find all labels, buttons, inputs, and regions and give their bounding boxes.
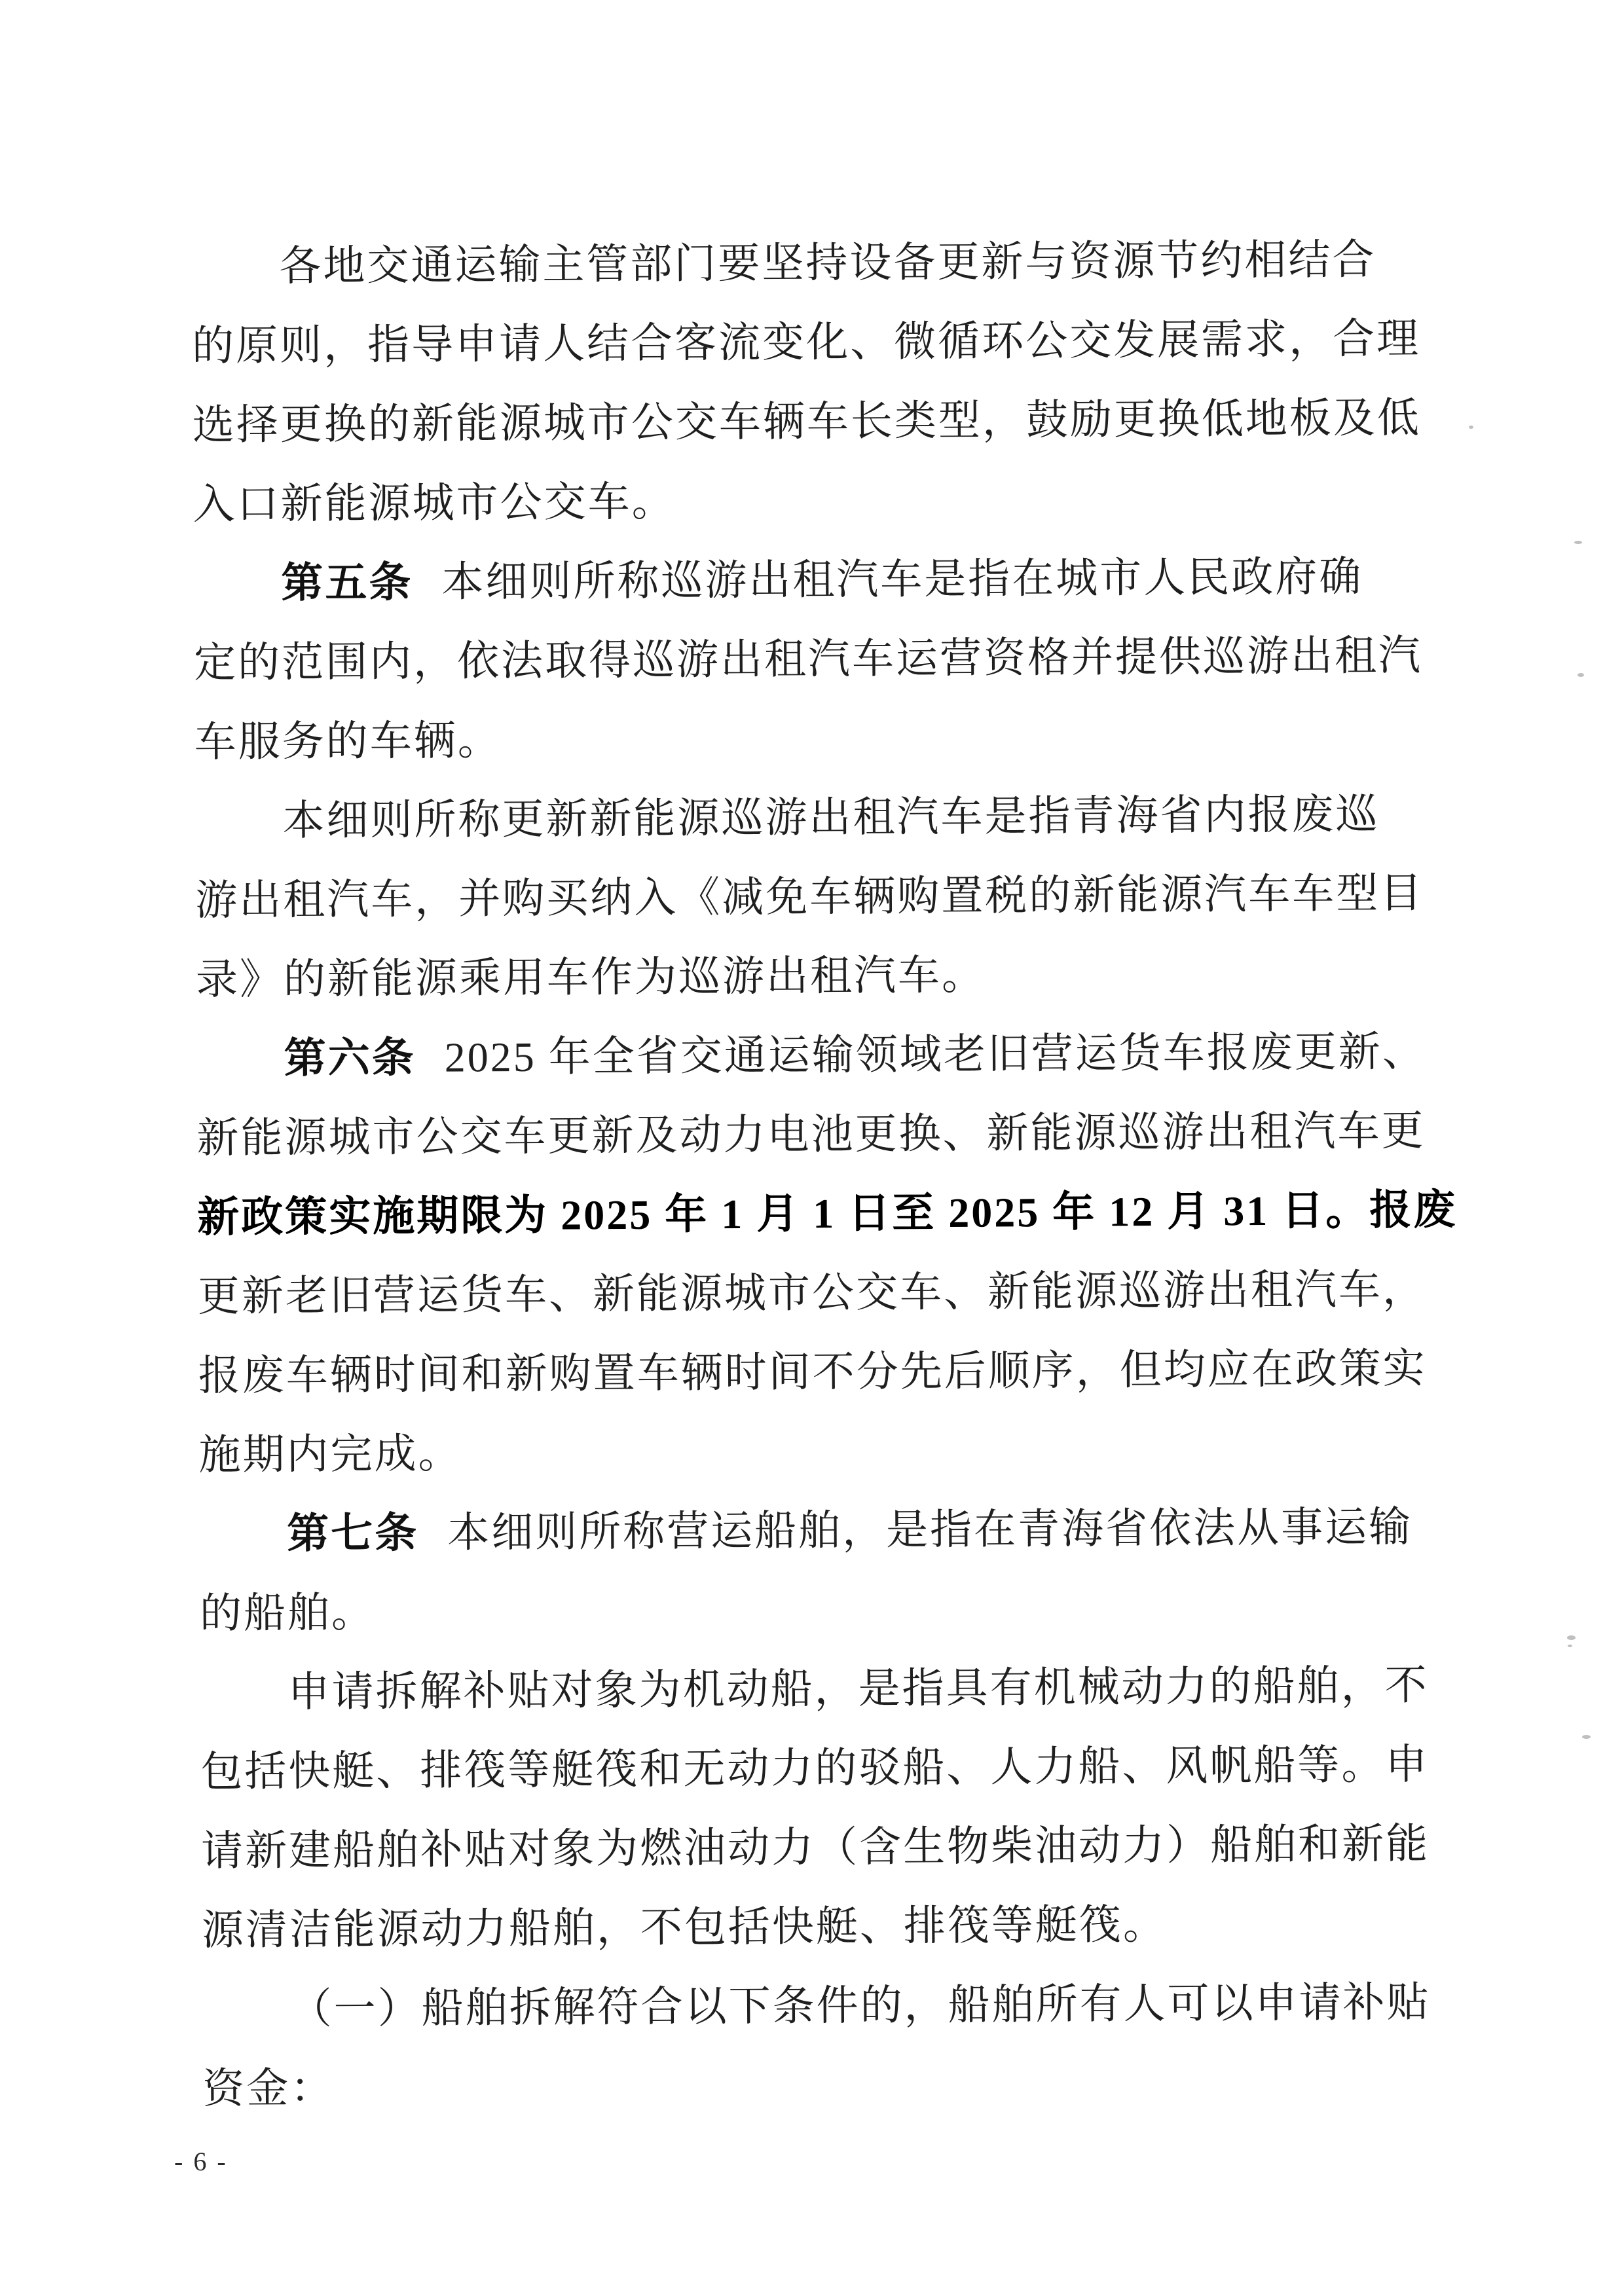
text-line-content: 资金： [202, 2064, 335, 2112]
scan-artifact [1578, 673, 1584, 677]
text-line [200, 1724, 1440, 1812]
text-line-content: （一）船舶拆解符合以下条件的，船舶所有人可以申请补贴 [289, 1978, 1431, 2033]
text-line-content: 本细则所称营运船舶，是指在青海省依法从事运输 [447, 1503, 1413, 1556]
text-line-policy-dates [197, 1170, 1458, 1257]
text-line-content: 本细则所称更新新能源巡游出租汽车是指青海省内报废巡 [282, 790, 1380, 845]
text-line-content: 游出租汽车，并购买纳入《减免车辆购置税的新能源汽车车型目 [195, 869, 1424, 924]
text-line-content: 施期内完成。 [198, 1430, 462, 1478]
text-line [202, 1883, 1441, 1970]
article-number-label: 第七条 [286, 1509, 419, 1558]
page-number: - 6 - [174, 2147, 228, 2176]
document-body-text [191, 219, 1458, 2128]
text-line-item-1 [202, 1962, 1441, 2049]
text-line-content: 定的范围内，依法取得巡游出租汽车运营资格并提供巡游出租汽 [193, 632, 1423, 686]
text-line-content: 申请拆解补贴对象为机动船，是指具有机械动力的船舶，不 [287, 1662, 1429, 1716]
text-line-content: 更新老旧营运货车、新能源城市公交车、新能源巡游出租汽车， [197, 1266, 1427, 1320]
text-line [194, 695, 1433, 782]
text-line [193, 457, 1432, 544]
text-line [198, 1328, 1437, 1415]
text-line-content: 报废车辆时间和新购置车辆时间不分先后顺序，但均应在政策实 [198, 1345, 1427, 1399]
text-line-content: 源清洁能源动力船舶，不包括快艇、排筏等艇筏。 [201, 1901, 1168, 1954]
scan-artifact [1574, 541, 1582, 544]
text-line-content: 本细则所称巡游出租汽车是指在城市人民政府确 [441, 553, 1363, 606]
scan-artifact [1568, 1645, 1572, 1647]
text-line [192, 299, 1431, 386]
text-line [196, 932, 1435, 1019]
text-line-content: 包括快艇、排筏等艇筏和无动力的驳船、人力船、风帆船等。申 [200, 1741, 1430, 1795]
text-line [200, 1566, 1439, 1653]
text-line-content: 请新建船舶补贴对象为燃油动力（含生物柴油动力）船舶和新能 [200, 1820, 1430, 1874]
article-number-label: 第五条 [281, 558, 413, 607]
text-line [195, 853, 1435, 940]
text-line-content: 选择更换的新能源城市公交车辆车长类型，鼓励更换低地板及低 [192, 394, 1422, 448]
text-line [200, 1645, 1439, 1732]
text-line [198, 1408, 1438, 1495]
scan-artifact [1582, 1735, 1591, 1739]
text-line-content: 新能源城市公交车更新及动力电池更换、新能源巡游出租汽车更 [196, 1107, 1426, 1161]
text-line-article-5 [193, 536, 1433, 623]
text-line [194, 615, 1433, 702]
scan-artifact [1469, 426, 1473, 429]
text-line [201, 1804, 1441, 1891]
text-line-content: 入口新能源城市公交车。 [193, 478, 676, 528]
text-line-content: 的船舶。 [199, 1589, 376, 1637]
article-number-label: 第六条 [284, 1034, 416, 1082]
text-line-article-6 [196, 1011, 1435, 1099]
text-line-article-7 [199, 1487, 1439, 1574]
scan-artifact [1567, 1635, 1576, 1640]
text-line [194, 774, 1434, 861]
text-line-content: 录》的新能源乘用车作为巡游出租汽车。 [195, 951, 986, 1003]
text-line-content: 新政策实施期限为 2025 年 1 月 1 日至 2025 年 12 月 31 日。报废 [197, 1186, 1458, 1241]
text-line [198, 1249, 1437, 1336]
text-line [191, 219, 1431, 306]
text-line-content: 2025 年全省交通运输领域老旧营运货车报废更新、 [444, 1028, 1426, 1081]
text-line [192, 378, 1431, 465]
text-line-content: 各地交通运输主管部门要坚持设备更新与资源节约相结合 [279, 236, 1376, 290]
text-line-content: 的原则，指导申请人结合客流变化、微循环公交发展需求，合理 [191, 315, 1421, 369]
text-line [202, 2041, 1442, 2128]
text-line-content: 车服务的车辆。 [194, 717, 502, 765]
text-line [196, 1091, 1436, 1178]
